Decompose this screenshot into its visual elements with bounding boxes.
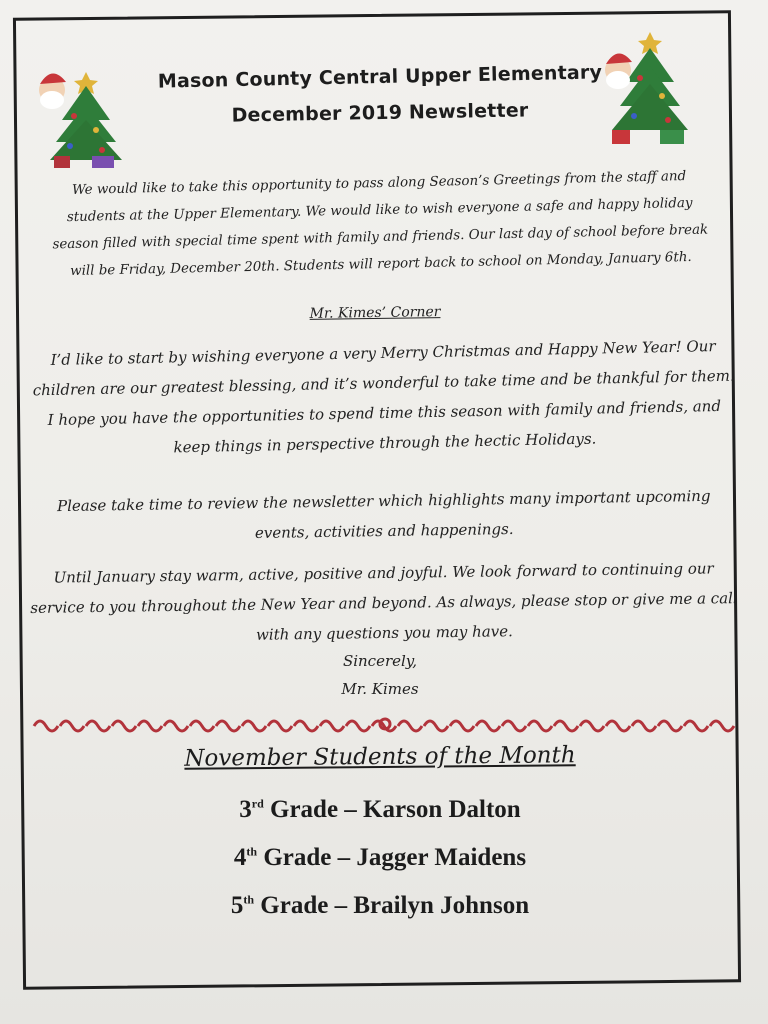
- corner-heading: Mr. Kimes’ Corner: [309, 304, 441, 322]
- student-entry: 4th Grade – Jagger Maidens: [233, 844, 527, 871]
- corner-paragraph-1: I’d like to start by wishing everyone a very Merry Christmas and Happy New Year! Our children are our greatest blessing, and it’s wonderful to take time and be thankful for them. I hope you have the opportunities to spend time this season with family and friends, and keep things in perspective through the hectic Holidays.: [32, 337, 735, 457]
- closing: Sincerely,: [342, 652, 418, 670]
- school-title: Mason County Central Upper Elementary: [157, 61, 603, 93]
- divider-center-ornament: [380, 719, 390, 729]
- student-entry: 5th Grade – Brailyn Johnson: [230, 892, 530, 919]
- christmas-tree-santa-icon: [34, 50, 129, 170]
- signature: Mr. Kimes: [341, 680, 419, 698]
- intro-paragraph: We would like to take this opportunity to pass along Season’s Greetings from the staff and students at the Upper Elementary. We would like to wish everyone a safe and happy holiday season filled with special time spent with family and friends. Our last day of school before break will be Friday, December 20th. Students will report back to school on Monday, January 6th.: [52, 169, 709, 280]
- corner-paragraph-2: Please take time to review the newsletter which highlights many important upcoming events, activities and happenings.: [56, 486, 711, 543]
- students-of-month-heading: November Students of the Month: [184, 742, 576, 772]
- newsletter-title: December 2019 Newsletter: [231, 99, 529, 127]
- student-entry: 3rd Grade – Karson Dalton: [239, 796, 521, 823]
- corner-paragraph-3: Until January stay warm, active, positive and joyful. We look forward to continuing our service to you throughout the New Year and beyond. As always, please stop or give me a call with any questions you may have.: [30, 559, 738, 644]
- christmas-tree-santa-icon: [598, 30, 693, 150]
- swirl-divider: [30, 712, 740, 736]
